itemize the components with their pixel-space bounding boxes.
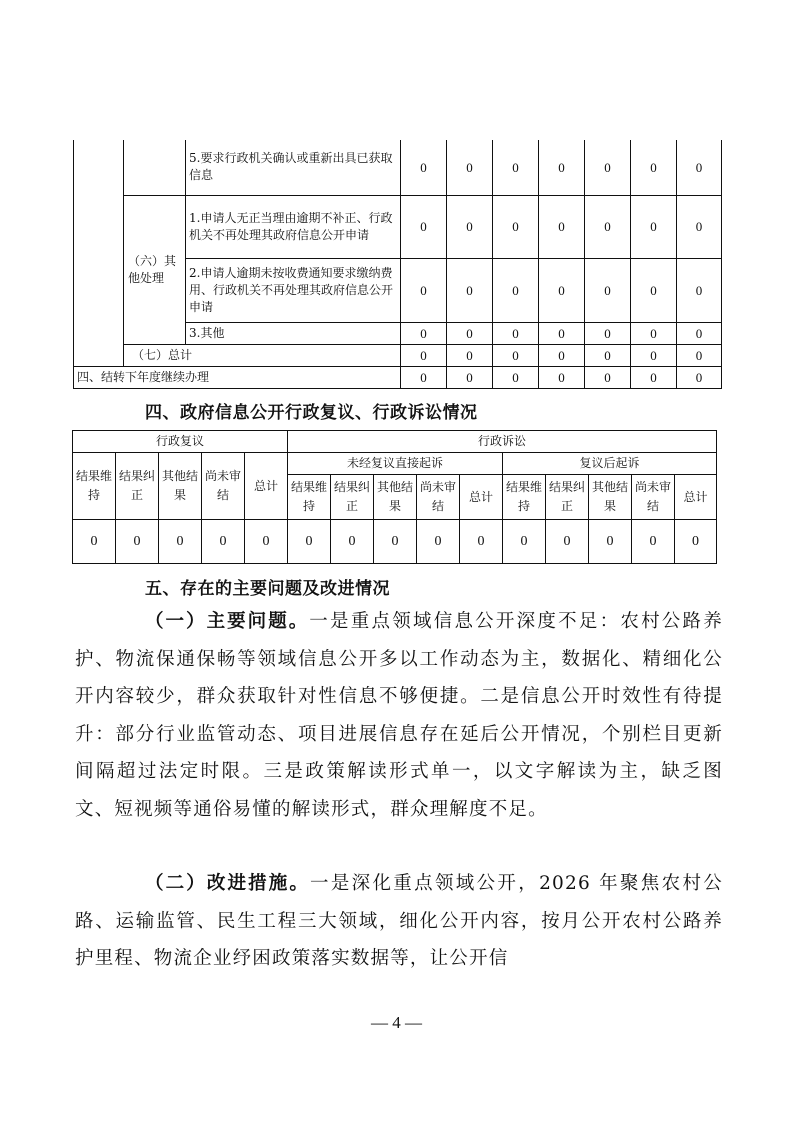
col-header: 尚未审结 [417, 475, 460, 520]
cell-value: 0 [116, 520, 159, 564]
paragraph-lead: （二）改进措施。 [145, 873, 310, 894]
cell-value: 0 [401, 195, 447, 258]
section-heading-problems: 五、存在的主要问题及改进情况 [145, 579, 390, 599]
cell-value: 0 [539, 195, 585, 258]
row-label: 1.申请人无正当理由逾期不补正、行政机关不再处理其政府信息公开申请 [186, 195, 401, 258]
disclosure-stats-table-continued [73, 140, 722, 389]
cell-value: 0 [585, 140, 631, 195]
cell-value: 0 [493, 140, 539, 195]
page-number: — 4 — [371, 1013, 422, 1032]
cell-value: 0 [631, 195, 677, 258]
header-row-2 [73, 453, 717, 475]
paragraph-lead: （一）主要问题。 [145, 611, 310, 632]
table-row-total [74, 344, 722, 366]
cell-value: 0 [493, 195, 539, 258]
cell-value: 0 [73, 520, 116, 564]
row-label: 2.申请人逾期未按收费通知要求缴纳费用、行政机关不再处理其政府信息公开申请 [186, 258, 401, 322]
cell-value: 0 [539, 322, 585, 344]
col-header: 尚未审结 [632, 475, 675, 520]
review-header: 行政复议 [73, 431, 288, 453]
after-review-header: 复议后起诉 [503, 453, 717, 475]
row-label: （七）总计 [124, 344, 401, 366]
header-row-1 [73, 431, 717, 453]
paragraph-body: 一是深化重点领域公开，2026 年聚焦农村公路、运输监管、民生工程三大领域，细化公开内容，按月公开农村公路养护里程、物流企业纾困政策落实数据等，让公开信 [75, 873, 723, 969]
cell-value: 0 [585, 344, 631, 366]
cell-value: 0 [401, 344, 447, 366]
col-header: 总计 [245, 453, 288, 520]
cell-value: 0 [585, 258, 631, 322]
cell-value: 0 [631, 322, 677, 344]
direct-suit-header: 未经复议直接起诉 [288, 453, 503, 475]
cell-value: 0 [585, 322, 631, 344]
group-label: （六）其他处理 [124, 195, 186, 344]
cell-value: 0 [546, 520, 589, 564]
cell-value: 0 [539, 140, 585, 195]
cell-value: 0 [447, 140, 493, 195]
cell-value: 0 [539, 258, 585, 322]
col-header: 其他结果 [589, 475, 632, 520]
cell-value: 0 [401, 366, 447, 388]
cell-value: 0 [585, 366, 631, 388]
col-header: 其他结果 [159, 453, 202, 520]
cell-value: 0 [447, 195, 493, 258]
cell-value: 0 [374, 520, 417, 564]
data-row [73, 520, 717, 564]
review-litigation-table [72, 430, 717, 564]
cell-value: 0 [675, 520, 717, 564]
table-row [74, 140, 722, 195]
col-header: 结果纠正 [546, 475, 589, 520]
cell-value: 0 [585, 195, 631, 258]
cell-value: 0 [631, 258, 677, 322]
cell-value: 0 [632, 520, 675, 564]
table-row-carryover [74, 366, 722, 388]
cell-value: 0 [677, 195, 722, 258]
col-header: 结果纠正 [331, 475, 374, 520]
cell-value: 0 [447, 366, 493, 388]
cell-value: 0 [677, 258, 722, 322]
paragraph-main-problems [75, 603, 723, 828]
litigation-header: 行政诉讼 [288, 431, 717, 453]
cell-value: 0 [447, 258, 493, 322]
cell-value: 0 [677, 366, 722, 388]
col-header: 结果维持 [503, 475, 546, 520]
col-header: 结果维持 [73, 453, 116, 520]
col-header: 总计 [675, 475, 717, 520]
cell-value: 0 [460, 520, 503, 564]
cell-value: 0 [159, 520, 202, 564]
cell-value: 0 [539, 366, 585, 388]
cell-value: 0 [401, 258, 447, 322]
cell-value: 0 [631, 366, 677, 388]
cell-value: 0 [447, 344, 493, 366]
cell-value: 0 [631, 344, 677, 366]
paragraph-improvements [75, 865, 723, 978]
cell-value: 0 [288, 520, 331, 564]
cell-value: 0 [503, 520, 546, 564]
table-row [74, 195, 722, 258]
merged-group-cell [124, 140, 186, 195]
col-header: 总计 [460, 475, 503, 520]
cell-value: 0 [202, 520, 245, 564]
cell-value: 0 [331, 520, 374, 564]
cell-value: 0 [493, 344, 539, 366]
cell-value: 0 [417, 520, 460, 564]
col-header: 其他结果 [374, 475, 417, 520]
cell-value: 0 [677, 140, 722, 195]
row-label: 四、结转下年度继续办理 [74, 366, 401, 388]
cell-value: 0 [677, 344, 722, 366]
merged-category-cell [74, 140, 124, 366]
section-heading-review-litigation: 四、政府信息公开行政复议、行政诉讼情况 [145, 403, 478, 423]
cell-value: 0 [493, 366, 539, 388]
row-label: 3.其他 [186, 322, 401, 344]
cell-value: 0 [401, 140, 447, 195]
col-header: 尚未审结 [202, 453, 245, 520]
row-label: 5.要求行政机关确认或重新出具已获取信息 [186, 140, 401, 195]
cell-value: 0 [447, 322, 493, 344]
paragraph-body: 一是重点领域信息公开深度不足：农村公路养护、物流保通保畅等领域信息公开多以工作动态为主，数据化、精细化公开内容较少，群众获取针对性信息不够便捷。二是信息公开时效性有待提升：部分行业监管动态、项目进展信息存在延后公开情况，个别栏目更新间隔超过法定时限。三是政策解读形式单一，以文字解读为主，缺乏图文、短视频等通俗易懂的解读形式，群众理解度不足。 [75, 611, 723, 820]
cell-value: 0 [401, 322, 447, 344]
cell-value: 0 [493, 258, 539, 322]
cell-value: 0 [539, 344, 585, 366]
col-header: 结果维持 [288, 475, 331, 520]
cell-value: 0 [245, 520, 288, 564]
cell-value: 0 [677, 322, 722, 344]
cell-value: 0 [589, 520, 632, 564]
cell-value: 0 [631, 140, 677, 195]
col-header: 结果纠正 [116, 453, 159, 520]
cell-value: 0 [493, 322, 539, 344]
